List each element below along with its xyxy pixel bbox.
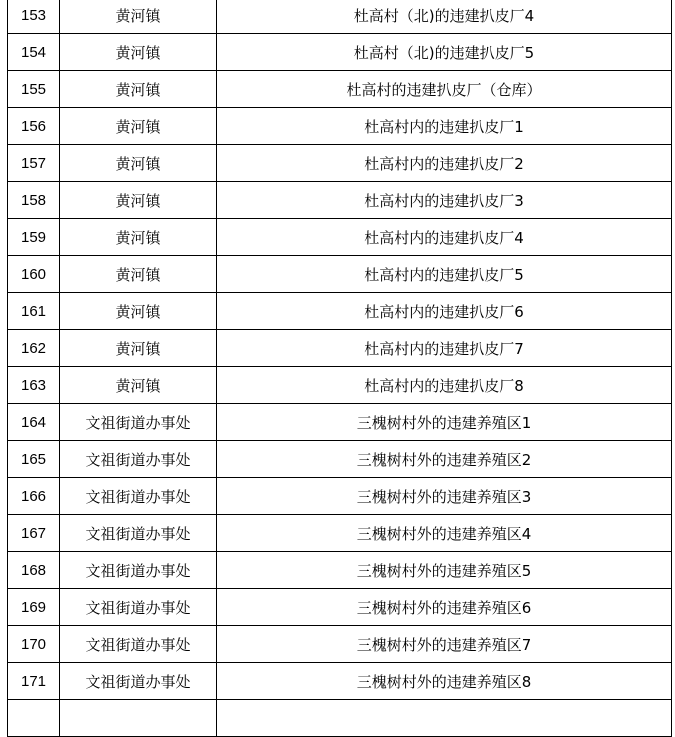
site-name-cell: 杜高村内的违建扒皮厂1 (217, 108, 672, 145)
town-name-cell: 黄河镇 (60, 0, 217, 34)
town-name-cell: 黄河镇 (60, 219, 217, 256)
table-row (8, 404, 672, 441)
town-name-cell (60, 700, 217, 737)
site-name-cell: 杜高村内的违建扒皮厂7 (217, 330, 672, 367)
table-row (8, 256, 672, 293)
table-row (8, 626, 672, 663)
table-row (8, 293, 672, 330)
table-row (8, 589, 672, 626)
row-number-cell: 158 (8, 182, 60, 219)
town-name-cell: 黄河镇 (60, 71, 217, 108)
town-name-cell: 文祖街道办事处 (60, 626, 217, 663)
site-name-cell: 三槐树村外的违建养殖区5 (217, 552, 672, 589)
site-name-cell: 三槐树村外的违建养殖区1 (217, 404, 672, 441)
site-name-cell: 三槐树村外的违建养殖区4 (217, 515, 672, 552)
table-row (8, 145, 672, 182)
town-name-cell: 黄河镇 (60, 367, 217, 404)
row-number-cell: 166 (8, 478, 60, 515)
site-name-cell: 杜高村内的违建扒皮厂6 (217, 293, 672, 330)
site-name-cell: 三槐树村外的违建养殖区8 (217, 663, 672, 700)
row-number-cell: 159 (8, 219, 60, 256)
site-name-cell: 杜高村内的违建扒皮厂8 (217, 367, 672, 404)
row-number-cell: 155 (8, 71, 60, 108)
row-number-cell: 169 (8, 589, 60, 626)
town-name-cell: 文祖街道办事处 (60, 515, 217, 552)
table-body (8, 0, 672, 737)
town-name-cell: 文祖街道办事处 (60, 404, 217, 441)
site-name-cell: 杜高村（北)的违建扒皮厂4 (217, 0, 672, 34)
row-number-cell: 164 (8, 404, 60, 441)
town-name-cell: 文祖街道办事处 (60, 441, 217, 478)
row-number-cell: 165 (8, 441, 60, 478)
town-name-cell: 黄河镇 (60, 145, 217, 182)
row-number-cell: 171 (8, 663, 60, 700)
town-name-cell: 黄河镇 (60, 34, 217, 71)
table-row (8, 441, 672, 478)
row-number-cell: 153 (8, 0, 60, 34)
table-row (8, 34, 672, 71)
violation-list-table (7, 0, 672, 737)
site-name-cell: 杜高村内的违建扒皮厂3 (217, 182, 672, 219)
table-row (8, 219, 672, 256)
site-name-cell: 杜高村内的违建扒皮厂2 (217, 145, 672, 182)
table-row (8, 0, 672, 34)
town-name-cell: 黄河镇 (60, 108, 217, 145)
town-name-cell: 文祖街道办事处 (60, 478, 217, 515)
table-row (8, 108, 672, 145)
town-name-cell: 黄河镇 (60, 293, 217, 330)
row-number-cell: 154 (8, 34, 60, 71)
row-number-cell: 167 (8, 515, 60, 552)
site-name-cell: 杜高村内的违建扒皮厂5 (217, 256, 672, 293)
town-name-cell: 文祖街道办事处 (60, 552, 217, 589)
row-number-cell: 161 (8, 293, 60, 330)
row-number-cell: 160 (8, 256, 60, 293)
site-name-cell: 三槐树村外的违建养殖区7 (217, 626, 672, 663)
town-name-cell: 文祖街道办事处 (60, 589, 217, 626)
row-number-cell: 163 (8, 367, 60, 404)
table-row (8, 330, 672, 367)
table-row-partial (8, 700, 672, 737)
row-number-cell: 170 (8, 626, 60, 663)
site-name-cell: 三槐树村外的违建养殖区3 (217, 478, 672, 515)
row-number-cell: 157 (8, 145, 60, 182)
site-name-cell (217, 700, 672, 737)
table-row (8, 552, 672, 589)
table-row (8, 663, 672, 700)
town-name-cell: 文祖街道办事处 (60, 663, 217, 700)
row-number-cell (8, 700, 60, 737)
table-row (8, 182, 672, 219)
site-name-cell: 杜高村（北)的违建扒皮厂5 (217, 34, 672, 71)
row-number-cell: 156 (8, 108, 60, 145)
table-row (8, 478, 672, 515)
table-row (8, 71, 672, 108)
site-name-cell: 杜高村内的违建扒皮厂4 (217, 219, 672, 256)
town-name-cell: 黄河镇 (60, 256, 217, 293)
town-name-cell: 黄河镇 (60, 182, 217, 219)
row-number-cell: 162 (8, 330, 60, 367)
site-name-cell: 杜高村的违建扒皮厂（仓库） (217, 71, 672, 108)
town-name-cell: 黄河镇 (60, 330, 217, 367)
site-name-cell: 三槐树村外的违建养殖区2 (217, 441, 672, 478)
table-row (8, 515, 672, 552)
site-name-cell: 三槐树村外的违建养殖区6 (217, 589, 672, 626)
table-row (8, 367, 672, 404)
row-number-cell: 168 (8, 552, 60, 589)
